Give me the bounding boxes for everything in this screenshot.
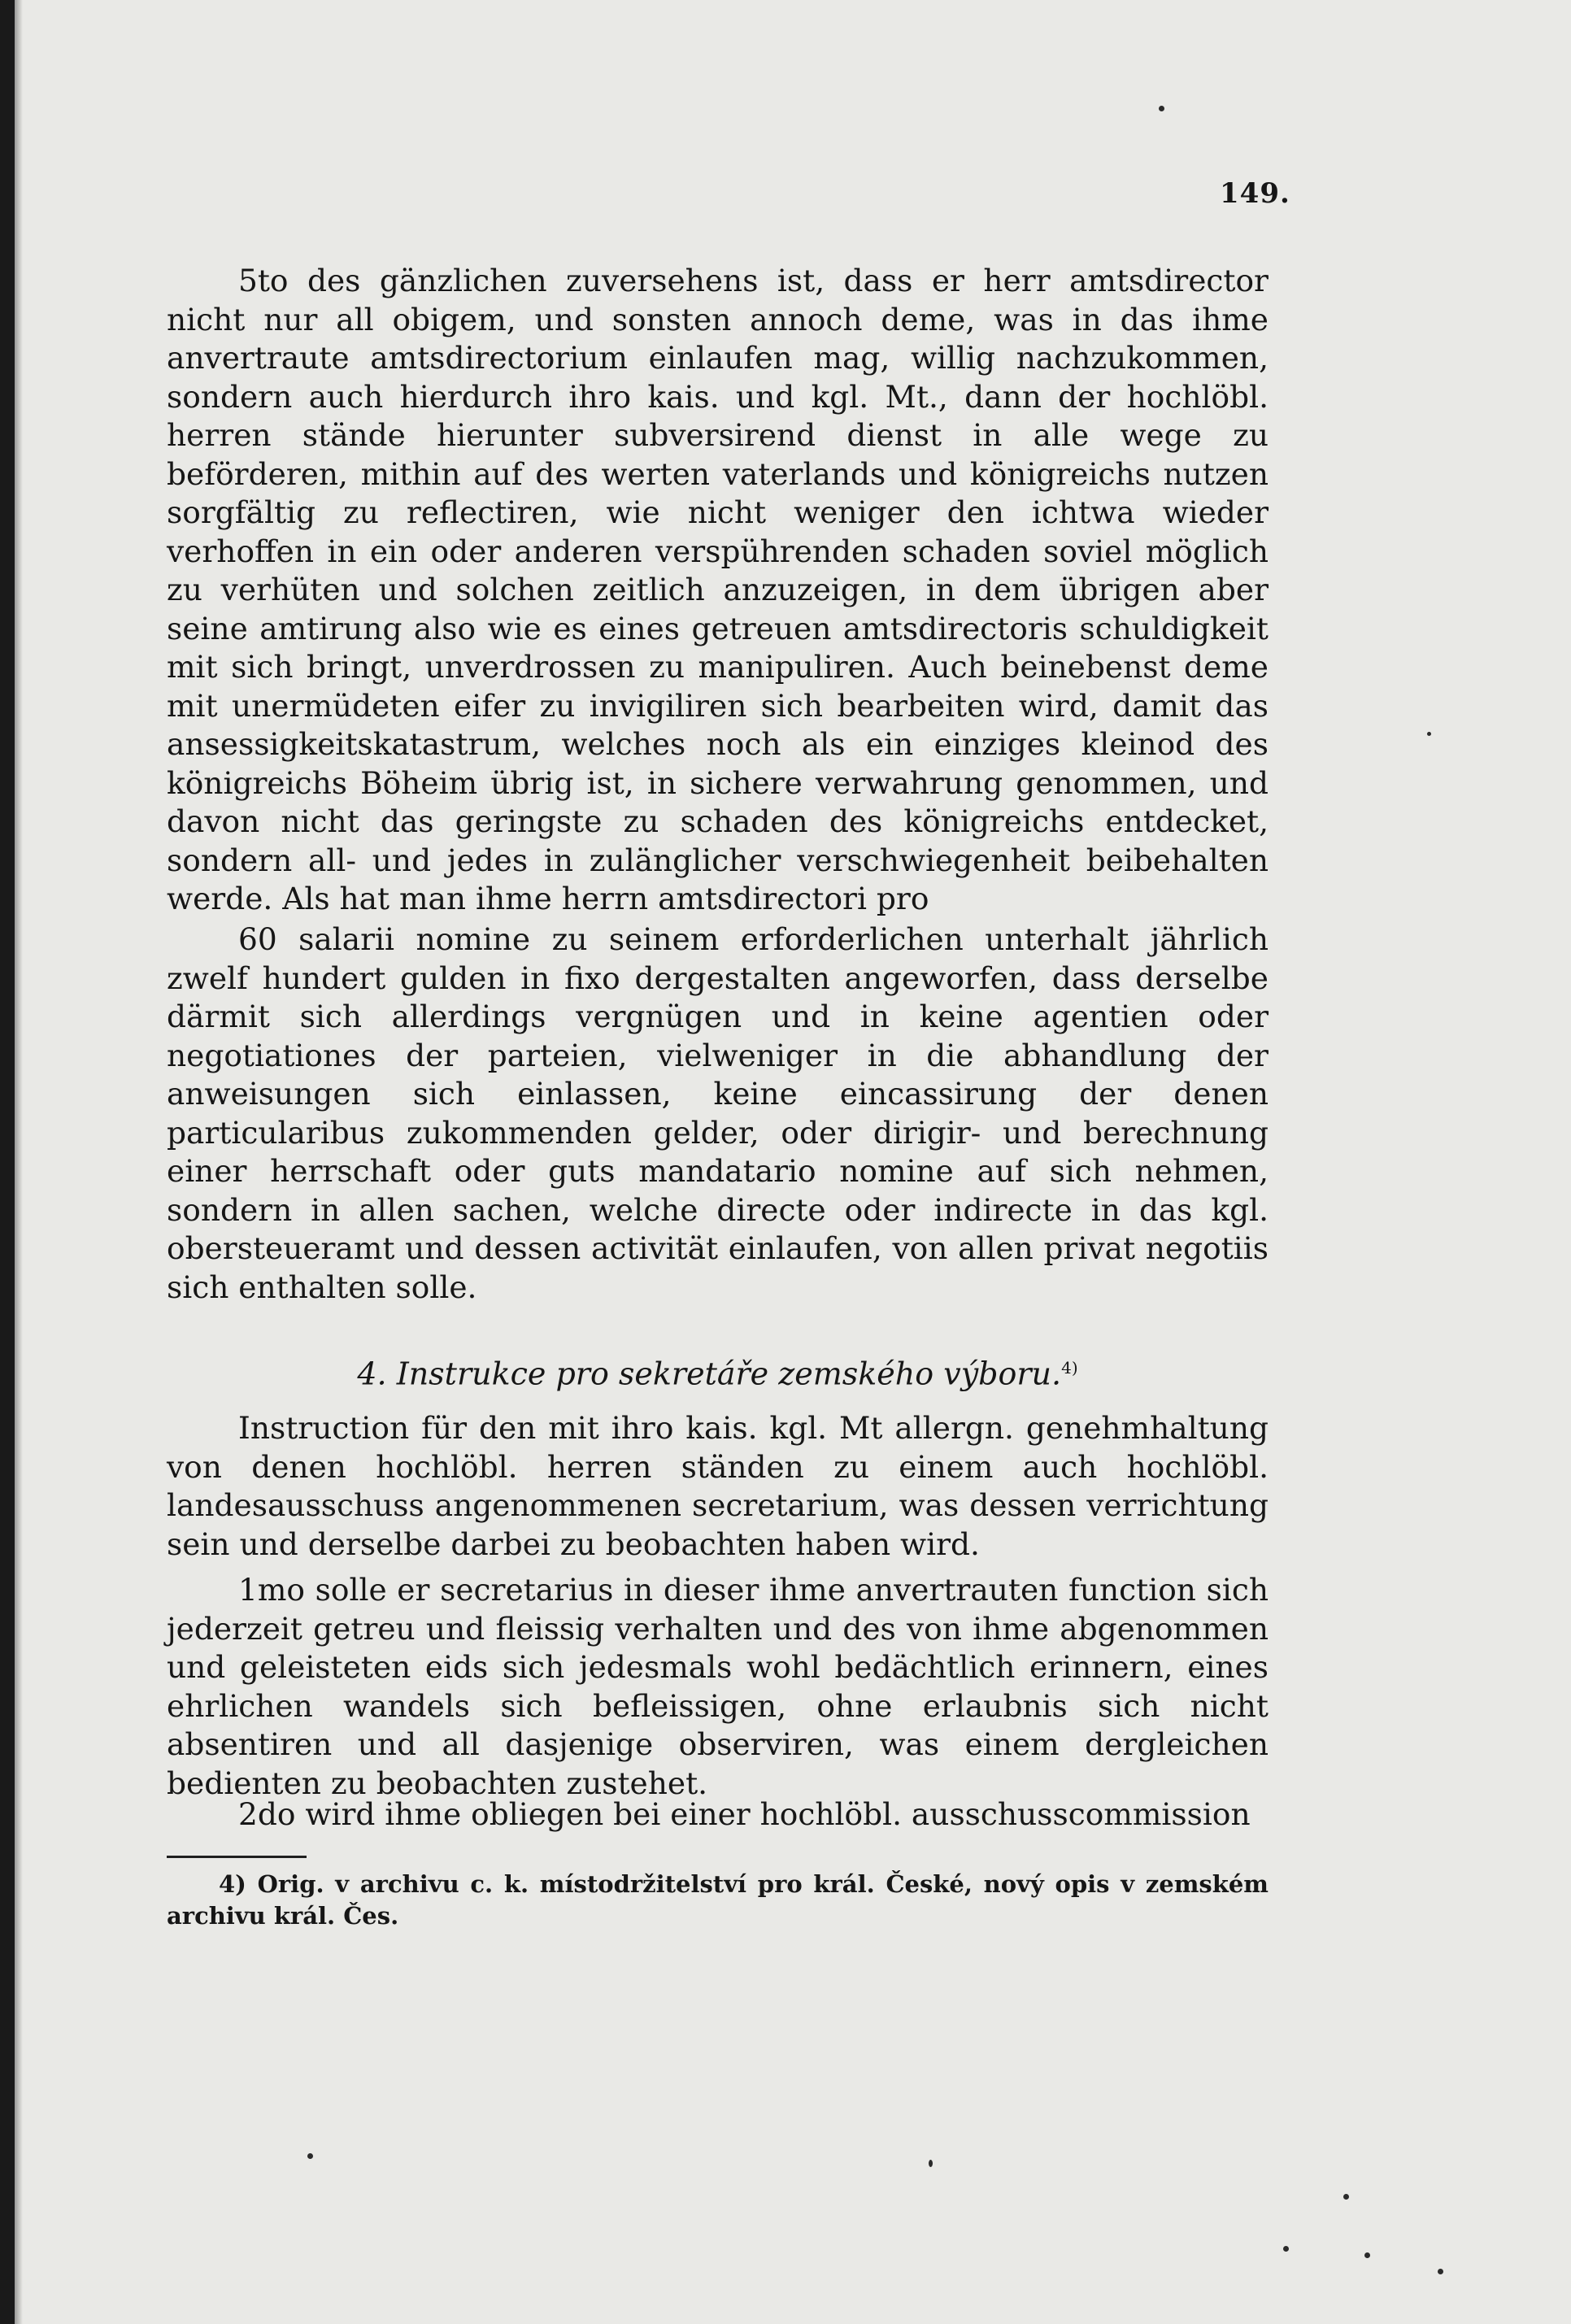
body-text-1mo: [167, 1571, 1269, 1803]
body-text-top: [167, 262, 1269, 919]
footnote-divider: [167, 1856, 307, 1858]
paragraph-salary: 60 salarii nomine zu seinem erforderlichen unterhalt jährlich zwelf hundert gulden in fixo dergestalten angeworfen, dass derselbe därmit sich allerdings vergnügen und in keine agentien oder negotiationes der parteien, vielweniger in die abhandlung der anweisungen sich einlassen, keine eincassirung der denen particularibus zukommenden gelder, oder dirigir- und berechnung einer herrschaft oder guts mandatario nomine auf sich nehmen, sondern in allen sachen, welche directe oder indirecte in das kgl. obersteueramt und dessen activität einlaufen, von allen privat negotiis sich enthalten solle.: [167, 921, 1269, 1305]
body-text-2do: [167, 1795, 1269, 1834]
paragraph-1mo: 1mo solle er secretarius in dieser ihme anvertrauten function sich jederzeit getreu und fleissig verhalten und des von ihme abgenommen und geleisteten eids sich jedesmals wohl bedächtlich erinnern, eines ehrlichen wandels sich befleissigen, ohne erlaubnis sich nicht absentiren und all dasjenige observiren, was einem dergleichen bedienten zu beobachten zustehet.: [167, 1572, 1269, 1801]
scan-speck: [1283, 2246, 1289, 2252]
scan-speck: [1427, 732, 1431, 736]
paragraph-2do: 2do wird ihme obliegen bei einer hochlöbl. ausschusscommission: [238, 1796, 1251, 1832]
footnote: [167, 1869, 1269, 1932]
page-number: 149.: [1220, 177, 1290, 210]
footnote-text: 4) Orig. v archivu c. k. místodržitelství pro král. České, nový opis v zemském archivu král. Čes.: [167, 1870, 1269, 1930]
section-heading: [167, 1350, 1269, 1392]
scan-speck: [307, 2153, 313, 2159]
body-text-salary: [167, 920, 1269, 1307]
scan-speck: [1159, 106, 1164, 111]
scan-edge-shadow: [15, 0, 23, 2324]
scan-speck: [1438, 2269, 1443, 2274]
heading-footnote-mark: 4): [1061, 1358, 1078, 1377]
paragraph-instruction: Instruction für den mit ihro kais. kgl. Mt allergn. genehmhaltung von denen hochlöbl. herren ständen zu einem auch hochlöbl. landesausschuss angenommenen secretarium, was dessen verrichtung sein und derselbe darbei zu beobachten haben wird.: [167, 1410, 1269, 1562]
scan-left-edge: [0, 0, 15, 2324]
scan-speck: [929, 2160, 933, 2167]
scan-speck: [1343, 2194, 1349, 2200]
body-text-instruction: [167, 1409, 1269, 1564]
scan-speck: [1364, 2252, 1370, 2258]
paragraph-5to: 5to des gänzlichen zuversehens ist, dass er herr amtsdirector nicht nur all obigem, und sonsten annoch deme, was in das ihme anvertraute amtsdirectorium einlaufen mag, willig nachzukommen, sondern auch hierdurch ihro kais. und kgl. Mt., dann der hochlöbl. herren stände hierunter subversirend dienst in alle wege zu beförderen, mithin auf des werten vaterlands und königreichs nutzen sorgfältig zu reflectiren, wie nicht weniger den ichtwa wieder verhoffen in ein oder anderen verspührenden schaden soviel möglich zu verhüten und solchen zeitlich anzuzeigen, in dem übrigen aber seine amtirung also wie es eines getreuen amtsdirectoris schuldigkeit mit sich bringt, unverdrossen zu manipuliren. Auch beinebenst deme mit unermüdeten eifer zu invigiliren sich bearbeiten wird, damit das ansessigkeitskatastrum, welches noch als ein einziges kleinod des königreichs Böheim übrig ist, in sichere verwahrung genommen, und davon nicht das geringste zu schaden des königreichs entdecket, sondern all- und jedes in zulänglicher verschwiegenheit beibehalten werde. Als hat man ihme herrn amtsdirectori pro: [167, 263, 1269, 916]
section-heading-text: 4. Instrukce pro sekretáře zemského výboru.: [357, 1356, 1062, 1392]
